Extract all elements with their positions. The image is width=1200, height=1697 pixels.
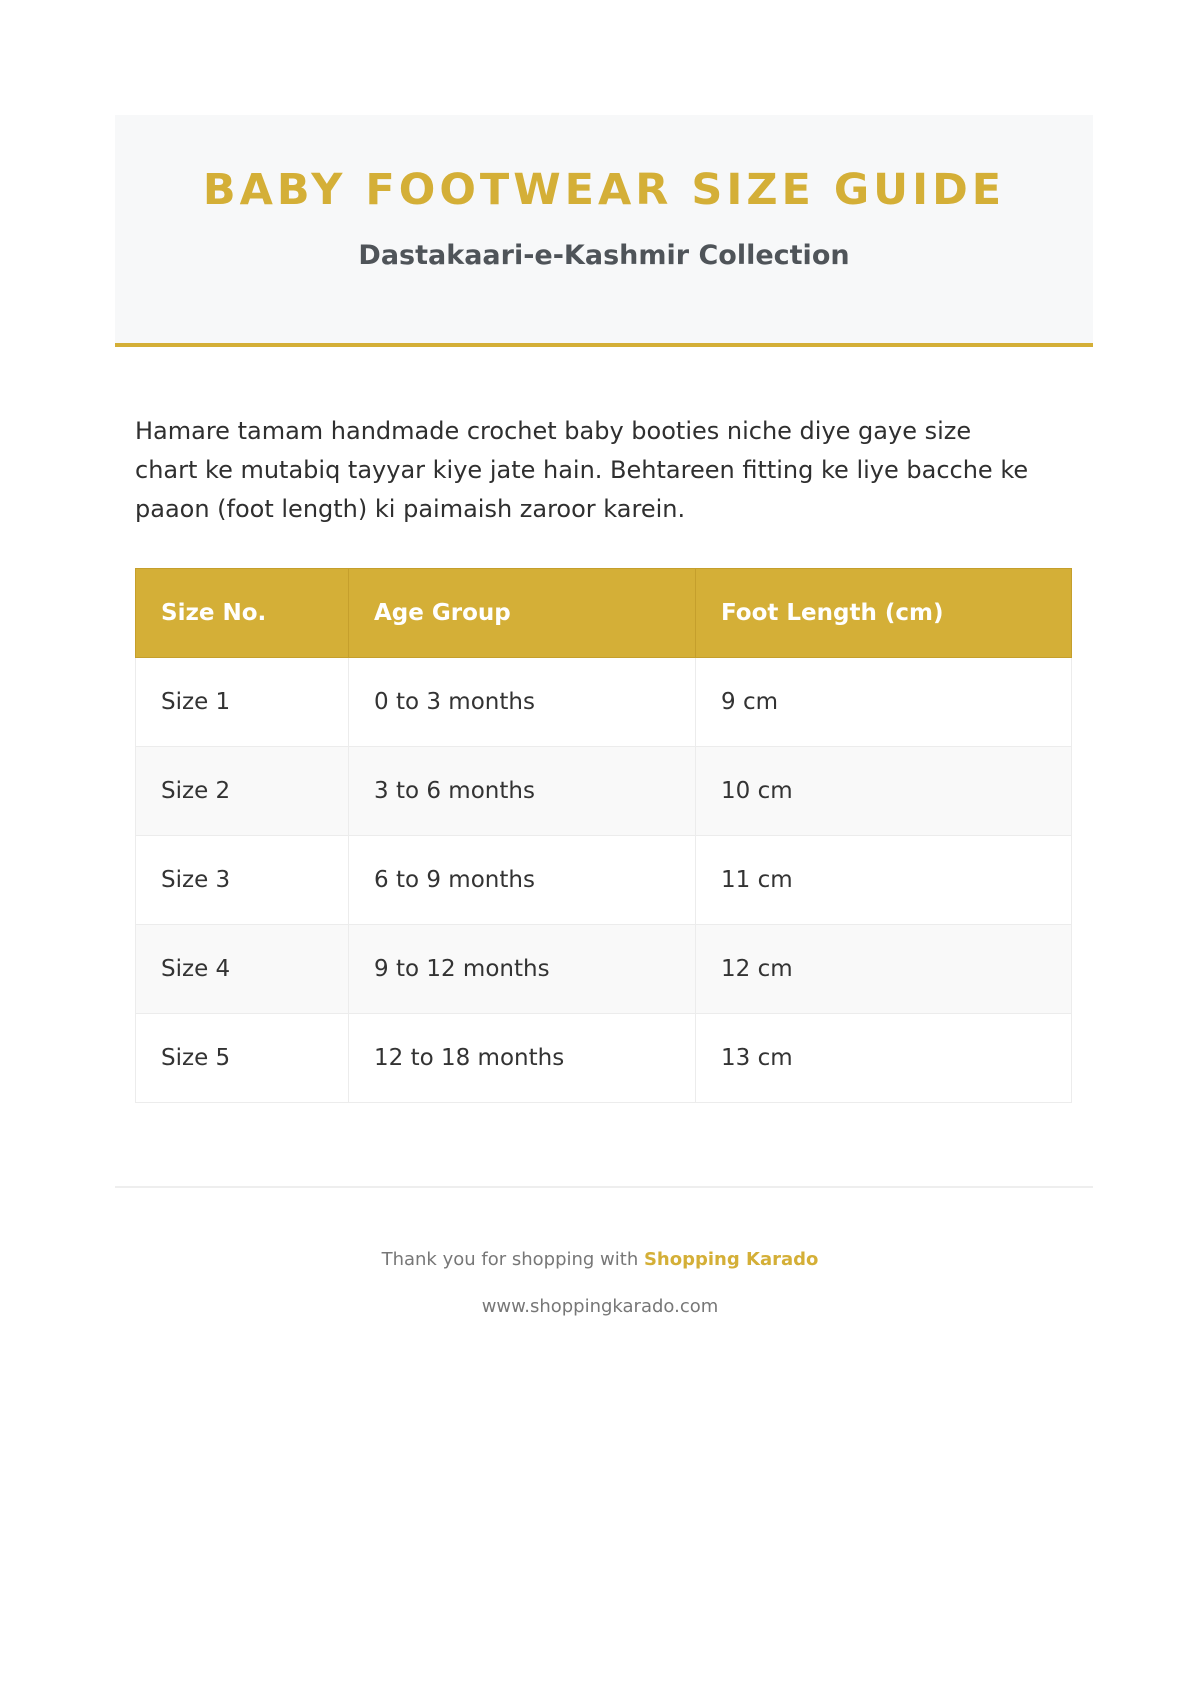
footer-thanks-text: Thank you for shopping with — [381, 1249, 644, 1270]
cell-size: Size 4 — [136, 925, 349, 1014]
table-row — [136, 658, 1072, 747]
collection-subtitle: Dastakaari-e-Kashmir Collection — [358, 240, 850, 271]
table-row — [136, 925, 1072, 1014]
cell-foot-length: 11 cm — [696, 836, 1072, 925]
cell-foot-length: 9 cm — [696, 658, 1072, 747]
header-size-no: Size No. — [136, 569, 349, 658]
size-chart-table — [135, 568, 1072, 1103]
footer-divider — [115, 1186, 1093, 1188]
cell-age-group: 9 to 12 months — [349, 925, 696, 1014]
cell-age-group: 6 to 9 months — [349, 836, 696, 925]
cell-size: Size 3 — [136, 836, 349, 925]
table-row — [136, 1014, 1072, 1103]
cell-size: Size 1 — [136, 658, 349, 747]
header-banner — [115, 115, 1093, 347]
table-header-row — [136, 569, 1072, 658]
cell-age-group: 12 to 18 months — [349, 1014, 696, 1103]
table-row — [136, 836, 1072, 925]
cell-size: Size 5 — [136, 1014, 349, 1103]
cell-foot-length: 12 cm — [696, 925, 1072, 1014]
page-title: BABY FOOTWEAR SIZE GUIDE — [202, 165, 1006, 215]
cell-foot-length: 13 cm — [696, 1014, 1072, 1103]
header-age-group: Age Group — [349, 569, 696, 658]
intro-paragraph: Hamare tamam handmade crochet baby booties niche diye gaye size chart ke mutabiq tayyar kiye jate hain. Behtareen fitting ke liye bacche ke paaon (foot length) ki paimaish zaroor karein. — [135, 417, 1029, 523]
cell-foot-length: 10 cm — [696, 747, 1072, 836]
footer-website-url[interactable]: www.shoppingkarado.com — [481, 1296, 719, 1317]
table-row — [136, 747, 1072, 836]
footer-thanks — [0, 1249, 1200, 1270]
cell-age-group: 3 to 6 months — [349, 747, 696, 836]
footer-brand-name: Shopping Karado — [643, 1249, 819, 1270]
cell-size: Size 2 — [136, 747, 349, 836]
cell-age-group: 0 to 3 months — [349, 658, 696, 747]
header-foot-length: Foot Length (cm) — [696, 569, 1072, 658]
